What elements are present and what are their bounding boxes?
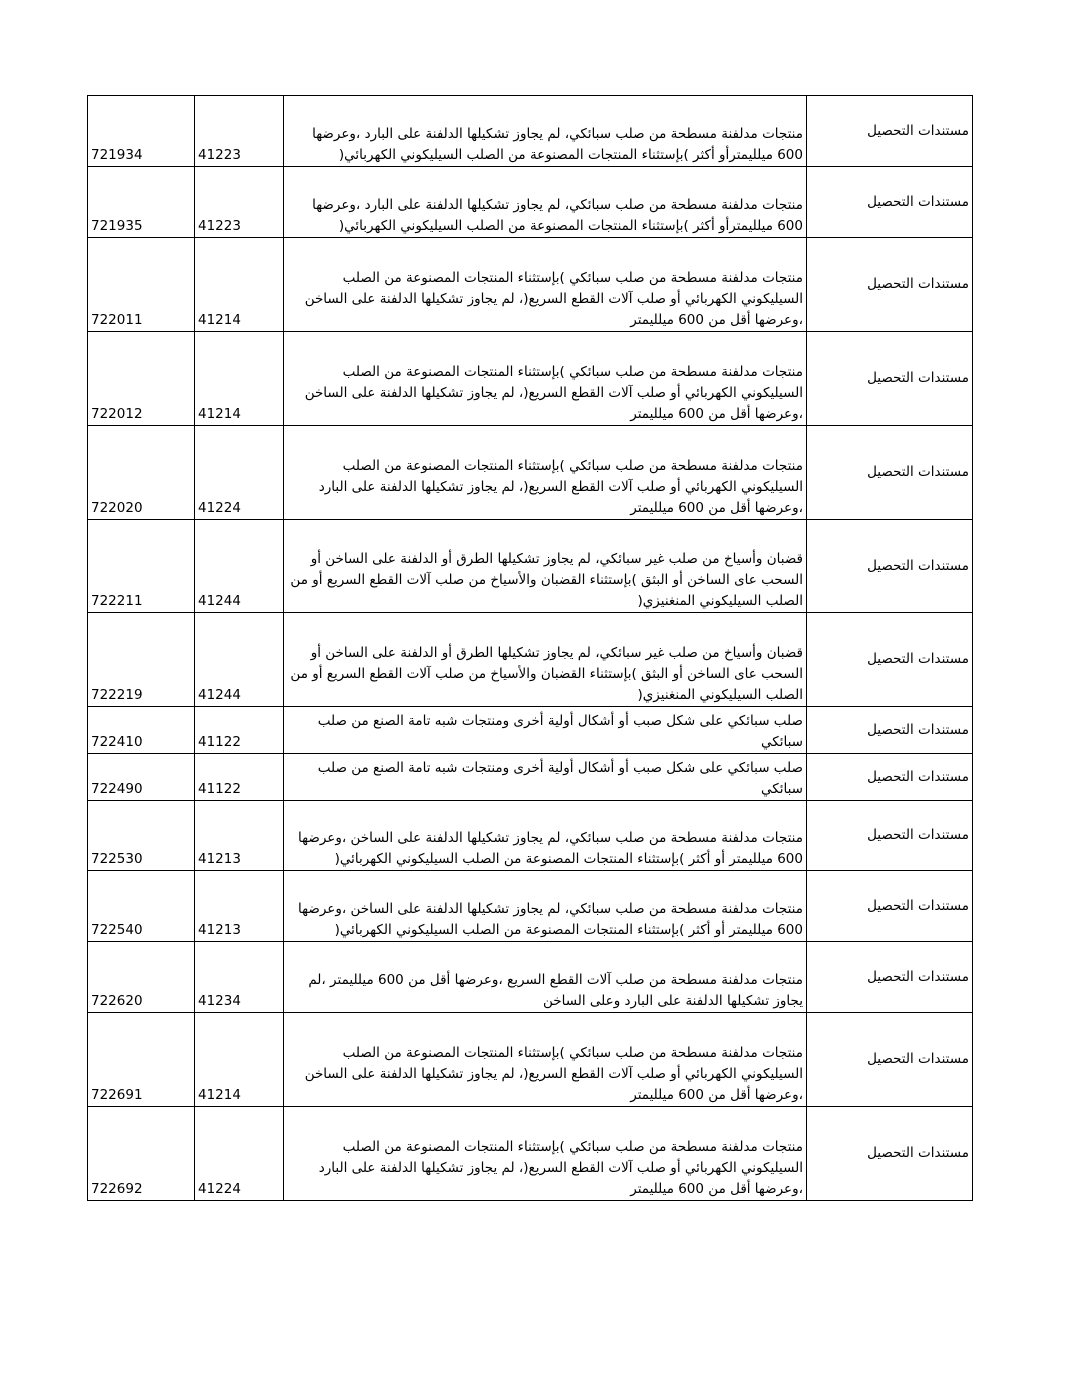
reference-cell: 41214 [195, 332, 284, 426]
description-cell: منتجات مدلفنة مسطحة من صلب سبائكي )بإستثناء المنتجات المصنوعة من الصلب السيليكوني الكهربائي أو صلب آلات القطع السريع(، لم يجاوز تشكيلها الدلفنة على الساخن ،وعرضها أقل من 600 ميلليمتر [284, 238, 807, 332]
table-row [88, 167, 973, 238]
description-cell: منتجات مدلفنة مسطحة من صلب سبائكي، لم يجاوز تشكيلها الدلفنة على البارد ،وعرضها 600 ميلليمترأو أكثر )بإستثناء المنتجات المصنوعة من الصلب السيليكوني الكهربائي( [284, 167, 807, 238]
reference-cell: 41244 [195, 520, 284, 613]
table-row [88, 520, 973, 613]
document-type-cell: مستندات التحصيل [807, 1107, 973, 1201]
hs-code-cell: 722219 [88, 613, 195, 707]
document-type-cell: مستندات التحصيل [807, 238, 973, 332]
hs-code-cell: 722620 [88, 942, 195, 1013]
hs-code-cell: 721934 [88, 96, 195, 167]
reference-cell: 41234 [195, 942, 284, 1013]
table-row [88, 426, 973, 520]
document-type-cell: مستندات التحصيل [807, 167, 973, 238]
description-cell: صلب سبائكي على شكل صبب أو أشكال أولية أخرى ومنتجات شبه تامة الصنع من صلب سبائكي [284, 754, 807, 801]
description-cell: منتجات مدلفنة مسطحة من صلب سبائكي )بإستثناء المنتجات المصنوعة من الصلب السيليكوني الكهربائي أو صلب آلات القطع السريع(، لم يجاوز تشكيلها الدلفنة على البارد ،وعرضها أقل من 600 ميلليمتر [284, 1107, 807, 1201]
hs-code-cell: 722012 [88, 332, 195, 426]
reference-cell: 41224 [195, 1107, 284, 1201]
reference-cell: 41214 [195, 238, 284, 332]
description-cell: منتجات مدلفنة مسطحة من صلب سبائكي )بإستثناء المنتجات المصنوعة من الصلب السيليكوني الكهربائي أو صلب آلات القطع السريع(، لم يجاوز تشكيلها الدلفنة على البارد ،وعرضها أقل من 600 ميلليمتر [284, 426, 807, 520]
table-row [88, 707, 973, 754]
table-row [88, 871, 973, 942]
description-cell: منتجات مدلفنة مسطحة من صلب سبائكي، لم يجاوز تشكيلها الدلفنة على الساخن ،وعرضها 600 ميلليمتر أو أكثر )بإستثناء المنتجات المصنوعة من الصلب السيليكوني الكهربائي( [284, 871, 807, 942]
document-type-cell: مستندات التحصيل [807, 801, 973, 871]
hs-code-cell: 722211 [88, 520, 195, 613]
reference-cell: 41223 [195, 167, 284, 238]
hs-code-cell: 722530 [88, 801, 195, 871]
hs-code-cell: 722490 [88, 754, 195, 801]
document-type-cell: مستندات التحصيل [807, 754, 973, 801]
table-row [88, 332, 973, 426]
reference-cell: 41122 [195, 707, 284, 754]
document-type-cell: مستندات التحصيل [807, 1013, 973, 1107]
hs-code-cell: 721935 [88, 167, 195, 238]
table-row [88, 754, 973, 801]
hs-code-cell: 722540 [88, 871, 195, 942]
tariff-table [87, 95, 973, 1201]
description-cell: منتجات مدلفنة مسطحة من صلب آلات القطع السريع ،وعرضها أقل من 600 ميلليمتر ،لم يجاوز تشكيلها الدلفنة على البارد وعلى الساخن [284, 942, 807, 1013]
table-row [88, 1107, 973, 1201]
document-type-cell: مستندات التحصيل [807, 613, 973, 707]
document-type-cell: مستندات التحصيل [807, 332, 973, 426]
reference-cell: 41223 [195, 96, 284, 167]
hs-code-cell: 722011 [88, 238, 195, 332]
hs-code-cell: 722410 [88, 707, 195, 754]
hs-code-cell: 722692 [88, 1107, 195, 1201]
table-row [88, 942, 973, 1013]
document-type-cell: مستندات التحصيل [807, 871, 973, 942]
description-cell: منتجات مدلفنة مسطحة من صلب سبائكي )بإستثناء المنتجات المصنوعة من الصلب السيليكوني الكهربائي أو صلب آلات القطع السريع(، لم يجاوز تشكيلها الدلفنة على الساخن ،وعرضها أقل من 600 ميلليمتر [284, 332, 807, 426]
reference-cell: 41213 [195, 801, 284, 871]
reference-cell: 41213 [195, 871, 284, 942]
document-type-cell: مستندات التحصيل [807, 96, 973, 167]
description-cell: قضبان وأسياخ من صلب غير سبائكي، لم يجاوز تشكيلها الطرق أو الدلفنة على الساخن أو السحب عاى الساخن أو البثق )بإستثناء القضبان والأسياخ من صلب آلات القطع السريع أو من الصلب السيليكوني المنغنيزي( [284, 613, 807, 707]
reference-cell: 41244 [195, 613, 284, 707]
description-cell: منتجات مدلفنة مسطحة من صلب سبائكي، لم يجاوز تشكيلها الدلفنة على البارد ،وعرضها 600 ميلليمترأو أكثر )بإستثناء المنتجات المصنوعة من الصلب السيليكوني الكهربائي( [284, 96, 807, 167]
table-row [88, 238, 973, 332]
hs-code-cell: 722020 [88, 426, 195, 520]
description-cell: قضبان وأسياخ من صلب غير سبائكي، لم يجاوز تشكيلها الطرق أو الدلفنة على الساخن أو السحب عاى الساخن أو البثق )بإستثناء القضبان والأسياخ من صلب آلات القطع السريع أو من الصلب السيليكوني المنغنيزي( [284, 520, 807, 613]
table-row [88, 96, 973, 167]
table-row [88, 1013, 973, 1107]
reference-cell: 41224 [195, 426, 284, 520]
description-cell: منتجات مدلفنة مسطحة من صلب سبائكي، لم يجاوز تشكيلها الدلفنة على الساخن ،وعرضها 600 ميلليمتر أو أكثر )بإستثناء المنتجات المصنوعة من الصلب السيليكوني الكهربائي( [284, 801, 807, 871]
reference-cell: 41214 [195, 1013, 284, 1107]
description-cell: منتجات مدلفنة مسطحة من صلب سبائكي )بإستثناء المنتجات المصنوعة من الصلب السيليكوني الكهربائي أو صلب آلات القطع السريع(، لم يجاوز تشكيلها الدلفنة على الساخن ،وعرضها أقل من 600 ميلليمتر [284, 1013, 807, 1107]
document-type-cell: مستندات التحصيل [807, 520, 973, 613]
hs-code-cell: 722691 [88, 1013, 195, 1107]
document-type-cell: مستندات التحصيل [807, 707, 973, 754]
description-cell: صلب سبائكي على شكل صبب أو أشكال أولية أخرى ومنتجات شبه تامة الصنع من صلب سبائكي [284, 707, 807, 754]
document-type-cell: مستندات التحصيل [807, 426, 973, 520]
reference-cell: 41122 [195, 754, 284, 801]
table-row [88, 613, 973, 707]
document-type-cell: مستندات التحصيل [807, 942, 973, 1013]
table-row [88, 801, 973, 871]
